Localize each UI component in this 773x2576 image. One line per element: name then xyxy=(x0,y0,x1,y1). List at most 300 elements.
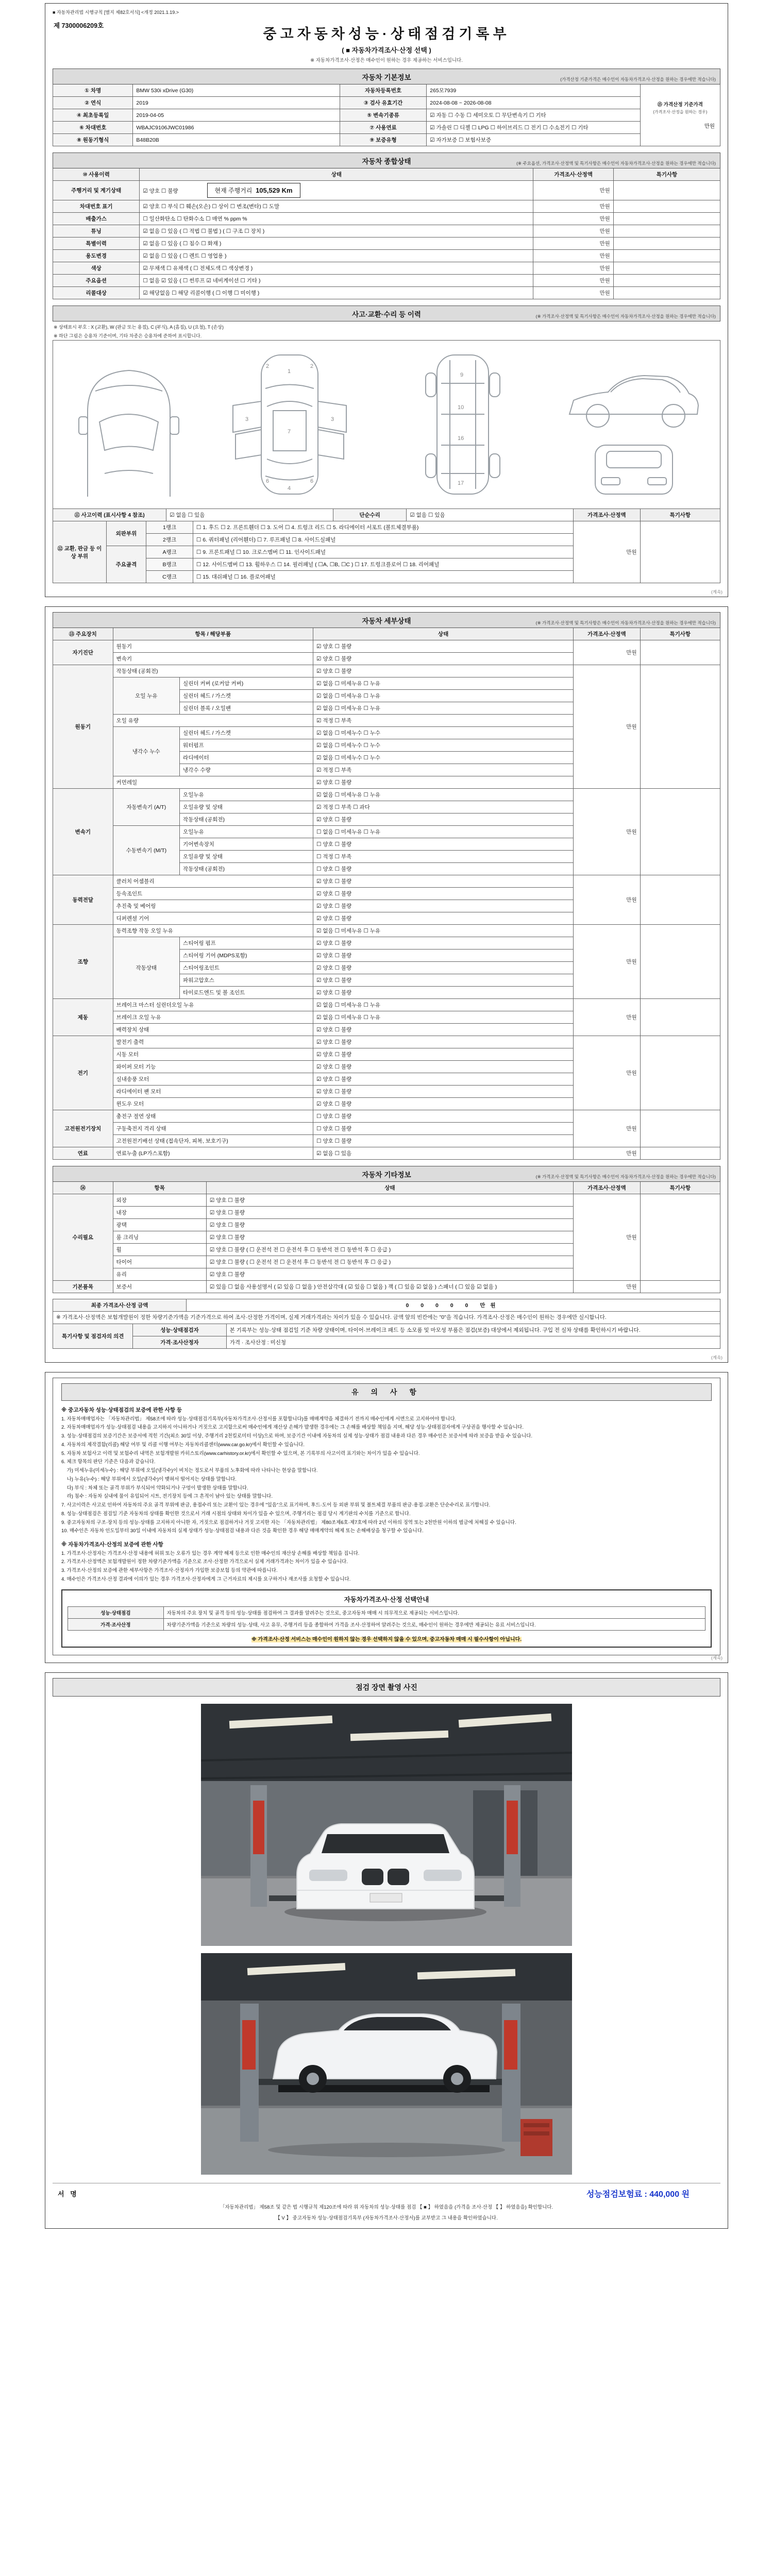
overall-status-row xyxy=(53,213,720,225)
opinion-row xyxy=(53,1324,720,1336)
page-1 xyxy=(45,3,728,597)
status-checkboxes: ☑ 양호 ☐ 불량 xyxy=(313,1048,574,1061)
field-label: ⑧ 원동기형식 xyxy=(53,134,133,146)
section-final-price xyxy=(53,1299,720,1349)
section-misc-note: (※ 가격조사·산정액 및 특기사항은 매수인이 자동차가격조사·산정을 원하는 경우에만 적습니다) xyxy=(535,1174,716,1179)
svg-text:10: 10 xyxy=(458,404,464,411)
status-checkboxes: ☑ 없음 ☐ 미세누유 ☐ 누유 xyxy=(313,677,574,690)
item-cell: 외장 xyxy=(113,1194,206,1207)
notice-line: 7. 사고이력은 사고로 인하여 자동차의 주요 골격 부위에 판금, 용접수리 또는 교환이 있는 경우에 "있음"으로 표기하며, 후드·도어 등 외판 부위 및 볼트체결 부품의 판금·용접·교환은 단순수리로 표기합니다. xyxy=(61,1502,491,1509)
status-checkboxes: ☑ 적정 ☐ 부족 ☐ 과다 xyxy=(313,801,574,814)
inspection-photo-1 xyxy=(201,1704,572,1946)
device-group-label: 제동 xyxy=(53,999,113,1036)
price-cell: 만원 xyxy=(533,250,613,262)
notice-line: 1. 자동차매매업자는 「자동차관리법」 제58조에 따라 성능·상태점검기록부(자동차가격조사·산정서를 포함합니다)를 매매계약을 체결하기 전까지 매수인에게 서면으로 고지하여야 합니다. xyxy=(61,1416,457,1422)
svg-text:2: 2 xyxy=(265,363,269,369)
price-cell: 만원 xyxy=(574,1147,641,1160)
header-misc-group: ⑭ xyxy=(53,1182,113,1194)
page-subtitle: ( ■ 자동차가격조사·산정 선택 ) xyxy=(342,46,431,54)
panel-checkboxes: ☐ 12. 사이드멤버 ☐ 13. 휠하우스 ☐ 14. 필러패널 ( ☐A, ☐B, ☐C ) ☐ 17. 트렁크플로어 ☐ 18. 리어패널 xyxy=(193,558,573,571)
rank-label: B랭크 xyxy=(146,558,193,571)
header-note: 특기사항 xyxy=(613,168,720,181)
status-cell xyxy=(140,250,533,262)
item-label: 주요옵션 xyxy=(53,275,140,287)
price-basis-cell xyxy=(640,84,720,146)
price-cell: 만원 xyxy=(533,225,613,238)
status-checkboxes: ☑ 적정 ☐ 부족 xyxy=(313,715,574,727)
car-diagram-side-rear-icon xyxy=(559,345,709,504)
status-checkboxes: ☑ 양호 ☐ 불량 xyxy=(313,987,574,999)
notice-items-1 xyxy=(61,1416,712,1535)
notice-line: 5. 자동차 보험사고 이력 및 보험수리 내역은 보험개발원 카히스토리(www.carhistory.or.kr)에서 확인할 수 있으며, 본 기록부의 사고이력 표기와는 차이가 있을 수 있습니다. xyxy=(61,1450,420,1456)
item-cell: 작동상태 (공회전) xyxy=(180,814,313,826)
item-cell: 타이어 xyxy=(113,1256,206,1268)
item-cell: 동력조향 작동 오일 누유 xyxy=(113,925,313,937)
item-label: 색상 xyxy=(53,262,140,275)
item-cell: 파워고압호스 xyxy=(180,974,313,987)
notice-line: 1. 가격조사·산정자는 가격조사·산정 내용에 허위 또는 오류가 있는 경우 계약 해제 등으로 인한 매수인의 재산상 손해를 배상할 책임을 집니다. xyxy=(61,1550,360,1556)
notice-section xyxy=(53,1378,720,1656)
field-value: BMW 530i xDrive (G30) xyxy=(133,84,340,97)
signature-row xyxy=(53,2188,720,2199)
status-checkboxes: ☑ 양호 ☐ 불량 xyxy=(313,814,574,826)
notice-line: 3. 성능·상태점검의 보증기간은 보증서에 적힌 기간(최소 30일 이상, 주행거리 2천킬로미터 이상)으로 하며, 보증기간 이내에 자동차의 실제 성능·상태가 점검 내용과 다른 경우 매수인은 보증서에 따라 보증을 받을 수 있습니다. xyxy=(61,1433,533,1439)
overall-status-table xyxy=(53,168,720,299)
item-cell: 라디에이터 팬 모터 xyxy=(113,1086,313,1098)
header-misc-status: 상태 xyxy=(206,1182,573,1194)
info-box-row-label: 성능·상태점검 xyxy=(68,1607,164,1619)
field-label: ② 연식 xyxy=(53,97,133,109)
status-checkboxes: ☑ 양호 ☐ 불량 ( ☐ 운전석 전 ☐ 운전석 후 ☐ 동반석 전 ☐ 동반석 후 ☐ 응급 ) xyxy=(206,1256,573,1268)
opinion-row xyxy=(53,1336,720,1348)
field-label: ④ 최초등록일 xyxy=(53,109,133,122)
photo-1-image xyxy=(201,1704,572,1946)
device-row xyxy=(53,789,720,801)
field-value: B48B20B xyxy=(133,134,340,146)
price-cell: 만원 xyxy=(574,789,641,875)
basic-info-row xyxy=(53,84,720,97)
page-title: 중고자동차성능·상태점검기록부 xyxy=(263,26,510,42)
notice-line: 6. 체크 항목의 판단 기준은 다음과 같습니다. xyxy=(61,1459,156,1465)
price-cell: 만원 xyxy=(574,1194,641,1281)
panel-exchange-table xyxy=(53,521,720,583)
continued-marker: (계속) xyxy=(711,1354,722,1360)
notice-section1-title: ※ 중고자동차 성능·상태점검의 보증에 관한 사항 등 xyxy=(61,1406,182,1413)
device-row xyxy=(53,1110,720,1123)
opinion-appraiser-text: 가격 · 조사산정 : 미신청 xyxy=(226,1336,720,1348)
final-basis-row xyxy=(53,1312,720,1324)
field-value: ☑ 자가보증 ☐ 보험사보증 xyxy=(427,134,640,146)
status-checkboxes: ☑ 양호 ☐ 불량 xyxy=(313,950,574,962)
section-basic-note: (가격산정 기준가격은 매수인이 자동차가격조사·산정을 원하는 경우에만 적습니다) xyxy=(560,77,716,82)
price-cell: 만원 xyxy=(574,1110,641,1147)
note-cell xyxy=(613,213,720,225)
note-cell xyxy=(613,200,720,213)
header-misc-note: 특기사항 xyxy=(640,1182,720,1194)
status-checkboxes: ☐ 양호 ☐ 불량 xyxy=(313,863,574,875)
panel-exchange-row xyxy=(53,521,720,534)
final-price-label: 최종 가격조사·산정 금액 xyxy=(53,1299,187,1312)
opinion-inspector-label: 성능·상태점검자 xyxy=(133,1324,226,1336)
status-checkboxes: ☑ 양호 ☐ 부식 ☐ 훼손(오손) ☐ 상이 ☐ 변조(변타) ☐ 도말 xyxy=(143,204,280,210)
note-cell xyxy=(613,275,720,287)
accident-history-label: ⑪ 사고이력 (표시사항 4 참조) xyxy=(53,509,166,521)
notice-section2-title: ※ 자동차가격조사·산정의 보증에 관한 사항 xyxy=(61,1541,163,1548)
performance-insurance-fee: 성능점검보험료 : 440,000 원 xyxy=(586,2190,690,2199)
notice-line: 10. 매수인은 자동차 인도일부터 30일 이내에 자동차의 실제 상태가 성능·상태점검 내용과 다른 것을 확인한 경우 해당 매매계약의 해제 또는 손해배상을 청구할 수 있습니다. xyxy=(61,1528,424,1534)
note-cell xyxy=(640,1281,720,1293)
status-checkboxes: ☑ 양호 ☐ 불량 xyxy=(313,1073,574,1086)
status-checkboxes: ☐ 양호 ☐ 불량 xyxy=(313,1123,574,1135)
overall-status-row xyxy=(53,200,720,213)
status-checkboxes: ☐ 양호 ☐ 불량 xyxy=(313,1110,574,1123)
header-status: 상태 xyxy=(140,168,533,181)
panel-checkboxes: ☐ 9. 프론트패널 ☐ 10. 크로스멤버 ☐ 11. 인사이드패널 xyxy=(193,546,573,558)
document-number: 제 7300006209호 xyxy=(54,22,104,29)
svg-text:1: 1 xyxy=(287,368,291,375)
note-cell xyxy=(613,262,720,275)
status-checkboxes: ☑ 없음 ☐ 있음 ( ☐ 침수 ☐ 화재 ) xyxy=(143,241,222,247)
item-cell: 고전원전기배선 상태 (접속단자, 피복, 보호기구) xyxy=(113,1135,313,1147)
item-label: 특별이력 xyxy=(53,238,140,250)
status-cell xyxy=(140,262,533,275)
item-label: 차대번호 표기 xyxy=(53,200,140,213)
item-cell: 작동상태 (공회전) xyxy=(180,863,313,875)
device-row xyxy=(53,640,720,653)
notice-line: 3. 가격조사·산정의 보증에 관한 세부사항은 가격조사·산정자가 가입한 보증보험 등의 약관에 따릅니다. xyxy=(61,1568,278,1574)
item-cell: 스티어링조인트 xyxy=(180,962,313,974)
item-cell: 원동기 xyxy=(113,640,313,653)
panel-checkboxes: ☐ 1. 후드 ☐ 2. 프론트휀더 ☐ 3. 도어 ☐ 4. 트렁크 리드 ☐ 5. 라디에이터 서포트 (볼트체결부품) xyxy=(193,521,573,534)
device-row xyxy=(53,665,720,677)
device-group-label: 수리필요 xyxy=(53,1194,113,1281)
section-basic-title-text: 자동차 기본정보 xyxy=(362,74,411,81)
device-row xyxy=(53,925,720,937)
status-checkboxes: ☑ 양호 ☐ 불량 xyxy=(313,974,574,987)
page-3 xyxy=(45,1372,728,1664)
item-cell: 와이퍼 모터 기능 xyxy=(113,1061,313,1073)
note-cell xyxy=(640,1110,720,1147)
field-label: ⑤ 변속기종류 xyxy=(340,109,426,122)
photo-section-title: 점검 장면 촬영 사진 xyxy=(53,1678,720,1697)
signature-section xyxy=(53,2183,720,2221)
overall-status-row xyxy=(53,250,720,262)
status-cell xyxy=(140,287,533,299)
status-cell xyxy=(140,225,533,238)
info-box-note xyxy=(68,1635,705,1642)
status-cell xyxy=(140,238,533,250)
status-checkboxes: ☑ 있음 ☐ 없음 사용설명서 ( ☑ 있음 ☐ 없음 ) 안전삼각대 ( ☑ 있음 ☐ 없음 ) 잭 ( ☐ 있음 ☑ 없음 ) 스패너 ( ☐ 있음 ☑ 없음 ) xyxy=(206,1281,573,1293)
item-cell: 디퍼렌셜 기어 xyxy=(113,912,313,925)
accident-note-header: 특기사항 xyxy=(640,509,720,521)
field-label: ⑨ 보증유형 xyxy=(340,134,426,146)
notice-line: 라) 침수 : 자동차 실내에 물이 유입되어 시트, 전기장치 등에 그 흔적이 남아 있는 상태를 말합니다. xyxy=(61,1494,273,1500)
field-label: ① 차명 xyxy=(53,84,133,97)
status-checkboxes: ☑ 적정 ☐ 부족 xyxy=(313,764,574,776)
status-checkboxes: ☑ 없음 ☐ 미세누수 ☐ 누수 xyxy=(313,727,574,739)
notice-items-2 xyxy=(61,1550,712,1584)
signature-statement-1: 「자동차관리법」 제58조 및 같은 법 시행규칙 제120조에 따라 위 자동차의 성능·상태를 점검 【 ■ 】 하였음을 (가격을 조사·산정 【 】 하였음을) 확인합니다. xyxy=(220,2205,553,2211)
device-group-label: 동력전달 xyxy=(53,875,113,925)
price-cell: 만원 xyxy=(574,640,641,665)
part-group-label: 오일 누유 xyxy=(113,677,180,715)
device-group-label: 변속기 xyxy=(53,789,113,875)
note-cell xyxy=(640,789,720,875)
item-label: 주행거리 및 계기상태 xyxy=(53,181,140,200)
detail-header-row xyxy=(53,628,720,640)
basic-info-row xyxy=(53,109,720,122)
header-use-history: ⑩ 사용이력 xyxy=(53,168,140,181)
section-misc-title xyxy=(53,1166,720,1182)
field-value: ☑ 자동 ☐ 수동 ☐ 세미오토 ☐ 무단변속기 ☐ 기타 xyxy=(427,109,640,122)
current-mileage-box xyxy=(207,183,300,198)
section-detail-title xyxy=(53,612,720,628)
price-cell: 만원 xyxy=(574,665,641,789)
field-label: ⑦ 사용연료 xyxy=(340,122,426,134)
device-group-label: 전기 xyxy=(53,1036,113,1110)
accident-history-table xyxy=(53,509,720,521)
continued-marker: (계속) xyxy=(711,589,722,595)
misc-info-table xyxy=(53,1181,720,1293)
page-subnote: ※ 자동차가격조사·산정은 매수인이 원하는 경우 제공하는 서비스입니다. xyxy=(310,58,463,63)
item-cell: 광택 xyxy=(113,1219,206,1231)
basic-info-row xyxy=(53,134,720,146)
status-checkboxes: ☑ 양호 ☐ 불량 xyxy=(313,1086,574,1098)
status-checkboxes: ☑ 양호 ☐ 불량 xyxy=(313,640,574,653)
svg-text:16: 16 xyxy=(458,435,464,442)
section-accident-title-text: 사고·교환·수리 등 이력 xyxy=(352,311,421,318)
inspection-report-document xyxy=(45,3,728,2229)
device-row xyxy=(53,875,720,888)
item-cell: 워터펌프 xyxy=(180,739,313,752)
current-mileage-value: 105,529 Km xyxy=(256,187,293,194)
status-checkboxes: ☑ 양호 ☐ 불량 xyxy=(313,875,574,888)
inspector-opinion-table xyxy=(53,1324,720,1349)
notice-line: 2. 자동차매매업자가 성능·상태점검 내용을 고지하지 아니하거나 거짓으로 고지함으로써 매수인에게 재산상 손해가 발생한 경우에는 그 손해를 배상할 책임을 지며, 해당 성능·상태점검자에게 구상권을 행사할 수 있습니다. xyxy=(61,1425,524,1431)
accident-price-header: 가격조사·산정액 xyxy=(574,509,641,521)
price-cell: 만원 xyxy=(533,262,613,275)
overall-header-row xyxy=(53,168,720,181)
note-cell xyxy=(613,225,720,238)
overall-status-row xyxy=(53,275,720,287)
rank-label: C랭크 xyxy=(146,571,193,583)
overall-status-row xyxy=(53,238,720,250)
notice-line: 다) 부식 : 차체 또는 골격 부위가 부식되어 약화되거나 구멍이 발생한 상태를 말합니다. xyxy=(61,1485,248,1491)
status-checkboxes: ☑ 양호 ☐ 불량 xyxy=(143,188,178,194)
status-checkboxes: ☑ 양호 ☐ 불량 xyxy=(313,937,574,950)
notice-line: 나) 누유(누수) : 해당 부위에서 오일(냉각수)이 맺혀서 떨어지는 상태를 말합니다. xyxy=(61,1476,237,1482)
item-cell: 실린더 헤드 / 가스켓 xyxy=(180,727,313,739)
accident-legend: ※ 상태표시 부호 : X (교환), W (판금 또는 용접), C (부식), A (흠집), U (요철), T (손상) xyxy=(54,325,224,330)
status-checkboxes: ☑ 없음 ☐ 미세누유 ☐ 누유 xyxy=(313,1011,574,1024)
item-cell: 스티어링 펌프 xyxy=(180,937,313,950)
note-cell xyxy=(640,665,720,789)
status-checkboxes: ☑ 양호 ☐ 불량 xyxy=(313,665,574,677)
note-cell xyxy=(640,925,720,999)
note-cell xyxy=(640,875,720,925)
item-label: 배출가스 xyxy=(53,213,140,225)
section-basic-info xyxy=(53,69,720,146)
notice-line: 9. 중고자동차의 구조·장치 등의 성능·상태를 고지하지 아니한 자, 거짓으로 점검하거나 거짓 고지한 자는 「자동차관리법」 제80조제6호·제7호에 따라 2년 이하의 징역 또는 2천만원 이하의 벌금에 처해질 수 있습니다. xyxy=(61,1519,516,1526)
car-damage-diagrams xyxy=(53,340,720,509)
note-cell xyxy=(640,521,720,583)
price-cell: 만원 xyxy=(533,287,613,299)
header-detail-price: 가격조사·산정액 xyxy=(574,628,641,640)
item-cell: 기어변속장치 xyxy=(180,838,313,851)
device-group-label: 연료 xyxy=(53,1147,113,1160)
status-checkboxes: ☑ 양호 ☐ 불량 xyxy=(206,1268,573,1281)
item-cell: 오일유량 및 상태 xyxy=(180,851,313,863)
field-label: ⑥ 차대번호 xyxy=(53,122,133,134)
item-cell: 실린더 커버 (로커암 커버) xyxy=(180,677,313,690)
svg-text:3: 3 xyxy=(245,416,248,422)
rank-label: 1랭크 xyxy=(146,521,193,534)
status-checkboxes: ☑ 양호 ☐ 불량 xyxy=(206,1231,573,1244)
price-cell: 만원 xyxy=(574,925,641,999)
notice-line: 8. 성능·상태점검은 점검일 기준 자동차의 상태를 확인한 것으로서 거래 시점의 상태와 차이가 있을 수 있으며, 주행거리는 점검 당시 계기판의 수치를 기준으로 합니다. xyxy=(61,1511,411,1517)
item-cell: 변속기 xyxy=(113,653,313,665)
price-cell: 만원 xyxy=(533,181,613,200)
item-cell: 연료누출 (LP가스포함) xyxy=(113,1147,313,1160)
status-checkboxes: ☑ 양호 ☐ 불량 xyxy=(313,888,574,900)
rank-label: A랭크 xyxy=(146,546,193,558)
item-cell: 스티어링 기어 (MDPS포함) xyxy=(180,950,313,962)
status-checkboxes: ☑ 양호 ☐ 불량 xyxy=(313,912,574,925)
overall-status-row xyxy=(53,262,720,275)
status-checkboxes: ☑ 양호 ☐ 불량 xyxy=(313,1036,574,1048)
item-cell: 보증서 xyxy=(113,1281,206,1293)
item-cell: 타이로드엔드 및 볼 조인트 xyxy=(180,987,313,999)
note-cell xyxy=(613,181,720,200)
panel-checkboxes: ☐ 15. 대쉬패널 ☐ 16. 플로어패널 xyxy=(193,571,573,583)
current-mileage-label: 현재 주행거리 xyxy=(214,187,256,194)
item-cell: 등속조인트 xyxy=(113,888,313,900)
status-cell xyxy=(140,275,533,287)
status-cell xyxy=(140,200,533,213)
item-cell: 추진축 및 베어링 xyxy=(113,900,313,912)
field-value: 2024-08-08 ~ 2026-08-08 xyxy=(427,97,640,109)
item-cell: 클러치 어셈블리 xyxy=(113,875,313,888)
device-row xyxy=(53,1036,720,1048)
status-checkboxes: ☑ 없음 ☐ 미세누유 ☐ 누유 xyxy=(313,925,574,937)
item-label: 리콜대상 xyxy=(53,287,140,299)
part-group-label: 냉각수 누수 xyxy=(113,727,180,776)
item-cell: 휠 xyxy=(113,1244,206,1256)
status-cell xyxy=(140,181,533,200)
note-cell xyxy=(640,1194,720,1281)
header-detail-status: 상태 xyxy=(313,628,574,640)
svg-text:6: 6 xyxy=(310,478,313,484)
final-price-value: 0 0 0 0 0 만원 xyxy=(187,1299,720,1312)
item-cell: 커먼레일 xyxy=(113,776,313,789)
notice-line: 가) 미세누유(미세누수) : 해당 부위에 오일(냉각수)이 비치는 정도로서 부품의 노후화에 따라 나타나는 현상을 말합니다. xyxy=(61,1468,318,1474)
opinion-inspector-text: 본 기록부는 성능·상태 점검일 기준 차량 상태이며, 타이어·브레이크 패드 등 소모품 및 마모성 부품은 점검(보증) 대상에서 제외됩니다. 구입 전 실차 상태를 확인하시기 바랍니다. xyxy=(226,1324,720,1336)
final-price-row xyxy=(53,1299,720,1312)
price-basis-label: ⑮ 가격산정 기준가격 xyxy=(657,102,703,108)
status-checkboxes: ☑ 양호 ☐ 불량 xyxy=(313,900,574,912)
part-group-label: 자동변속기 (A/T) xyxy=(113,789,180,826)
part-group-label: 수동변속기 (M/T) xyxy=(113,826,180,875)
item-cell: 룸 크리닝 xyxy=(113,1231,206,1244)
section-overall-title xyxy=(53,152,720,168)
status-checkboxes: ☑ 없음 ☐ 미세누수 ☐ 누수 xyxy=(313,752,574,764)
field-label: ③ 검사 유효기간 xyxy=(340,97,426,109)
status-checkboxes: ☑ 양호 ☐ 불량 xyxy=(206,1207,573,1219)
opinion-label: 특기사항 및 점검자의 의견 xyxy=(53,1324,133,1348)
section-detail-note: (※ 가격조사·산정액 및 특기사항은 매수인이 자동차가격조사·산정을 원하는 경우에만 적습니다) xyxy=(535,620,716,625)
header-detail-note: 특기사항 xyxy=(640,628,720,640)
status-checkboxes: ☑ 양호 ☐ 불량 xyxy=(313,653,574,665)
signature-statement-2: 【 V 】 중고자동차 성능·상태점검기록부 (자동차가격조사·산정서)를 교부받고 그 내용을 확인하였습니다. xyxy=(275,2215,498,2222)
final-price-basis: ※ 가격조사·산정액은 보험개발원이 정한 차량기준가액을 기준가격으로 하여 조사·산정한 가격이며, 실제 거래가격과는 차이가 있을 수 있습니다. 금액 앞의 빈칸에는 "0"을 적습니다. 가격조사·산정은 매수인이 원하는 경우에만 실시합니다. xyxy=(53,1312,720,1324)
continued-marker: (계속) xyxy=(711,1655,722,1661)
status-checkboxes: ☑ 없음 ☐ 미세누유 ☐ 누유 xyxy=(313,999,574,1011)
overall-status-row xyxy=(53,225,720,238)
item-cell: 오일유량 및 상태 xyxy=(180,801,313,814)
detail-status-table xyxy=(53,628,720,1160)
simple-repair-label: 단순수리 xyxy=(333,509,406,521)
note-cell xyxy=(613,238,720,250)
status-checkboxes: ☐ 일산화탄소 ☐ 탄화수소 ☐ 매연 % ppm % xyxy=(143,216,247,222)
status-checkboxes: ☐ 양호 ☐ 불량 xyxy=(313,838,574,851)
section-accident-title xyxy=(53,306,720,321)
status-checkboxes: ☑ 없음 ☐ 미세누유 ☐ 누유 xyxy=(313,690,574,702)
status-checkboxes: ☑ 양호 ☐ 불량 xyxy=(313,1061,574,1073)
svg-text:17: 17 xyxy=(458,480,464,486)
status-checkboxes: ☑ 해당없음 ☐ 해당 리콜이행 ( ☐ 이행 ☐ 미이행 ) xyxy=(143,290,260,296)
item-cell: 충전구 절연 상태 xyxy=(113,1110,313,1123)
exchange-label: ⑫ 교환, 판금 등 이상 부위 xyxy=(53,521,107,583)
status-checkboxes: ☑ 양호 ☐ 불량 xyxy=(313,962,574,974)
item-cell: 브레이크 마스터 실린더오일 누유 xyxy=(113,999,313,1011)
item-cell: 오일누유 xyxy=(180,789,313,801)
note-cell xyxy=(640,1147,720,1160)
note-cell xyxy=(613,287,720,299)
item-cell: 내장 xyxy=(113,1207,206,1219)
accident-history-status: ☑ 없음 ☐ 있음 xyxy=(166,509,333,521)
item-cell: 브레이크 오일 누유 xyxy=(113,1011,313,1024)
price-cell: 만원 xyxy=(533,275,613,287)
item-cell: 발전기 출력 xyxy=(113,1036,313,1048)
svg-text:7: 7 xyxy=(287,429,291,435)
section-misc-title-text: 자동차 기타정보 xyxy=(362,1171,411,1179)
price-cell: 만원 xyxy=(533,238,613,250)
note-cell xyxy=(640,640,720,665)
status-checkboxes: ☑ 양호 ☐ 불량 xyxy=(313,1024,574,1036)
panel-group-label: 주요골격 xyxy=(106,546,146,583)
panel-group-label: 외판부위 xyxy=(106,521,146,546)
price-cell: 만원 xyxy=(574,875,641,925)
status-checkboxes: ☐ 양호 ☐ 불량 xyxy=(313,1135,574,1147)
item-cell: 오일누유 xyxy=(180,826,313,838)
accident-legend-2: ※ 하단 그림은 승용차 기준이며, 기타 차종은 승용차에 준하여 표시합니다. xyxy=(54,333,202,338)
status-checkboxes: ☐ 없음 ☐ 미세누유 ☐ 누유 xyxy=(313,826,574,838)
part-group-label: 작동상태 xyxy=(113,937,180,999)
page-4 xyxy=(45,1672,728,2229)
status-checkboxes: ☐ 적정 ☐ 부족 xyxy=(313,851,574,863)
field-value: 2019 xyxy=(133,97,340,109)
price-cell: 만원 xyxy=(574,1281,641,1293)
item-label: 용도변경 xyxy=(53,250,140,262)
rank-label: 2랭크 xyxy=(146,534,193,546)
svg-text:3: 3 xyxy=(330,416,334,422)
car-diagram-top-icon xyxy=(212,345,367,504)
price-appraisal-info-box xyxy=(61,1589,712,1648)
item-cell: 작동상태 (공회전) xyxy=(113,665,313,677)
section-accident-note: (※ 가격조사·산정액 및 특기사항은 매수인이 자동차가격조사·산정을 원하는 경우에만 적습니다) xyxy=(535,314,716,319)
status-checkboxes: ☑ 양호 ☐ 불량 xyxy=(313,1098,574,1110)
status-checkboxes: ☑ 없음 ☐ 미세누수 ☐ 누수 xyxy=(313,739,574,752)
